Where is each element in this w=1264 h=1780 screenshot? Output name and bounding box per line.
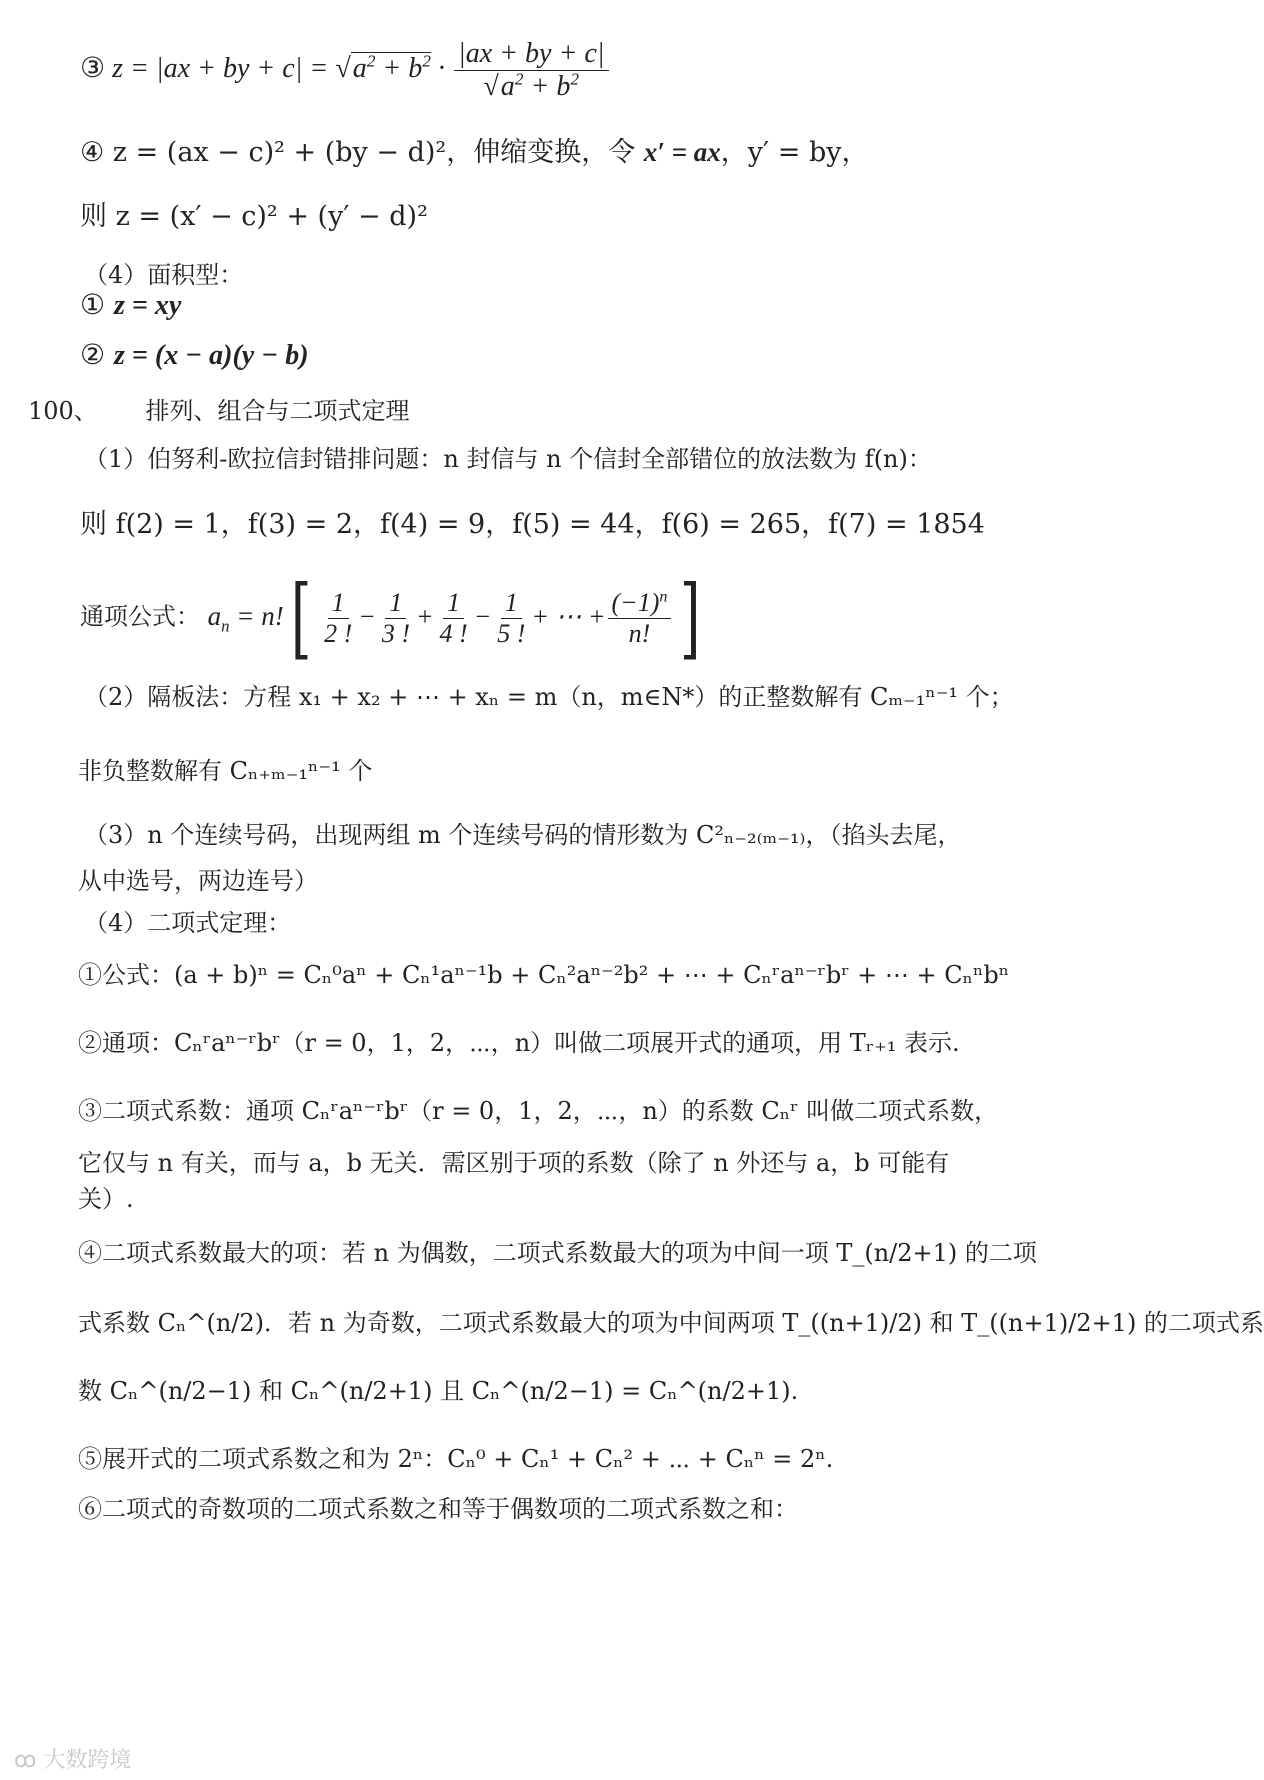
paragraph-consecutive: （3）n 个连续号码，出现两组 m 个连续号码的情形数为 C²ₙ₋₂₍ₘ₋₁₎，（掐头去尾， [84, 821, 962, 849]
watermark [14, 1743, 131, 1774]
section-number: 100、 [28, 397, 98, 425]
formula-line-then: 则 z = (x′ − c)² + (y′ − d)² [80, 201, 428, 232]
binomial-coefficient: ③二项式系数：通项 Cₙʳaⁿ⁻ʳbʳ（r = 0，1，2，⋯，n）的系数 Cₙʳ 叫做二项式系数， [78, 1097, 999, 1125]
circled-1: ① [80, 288, 106, 321]
paragraph-partition: （2）隔板法：方程 x₁ + x₂ + ⋯ + xₙ = m（n，m∈N*）的正整数解有 Cₘ₋₁ⁿ⁻¹ 个； [84, 683, 1014, 711]
formula-4-bold: x′ = ax [643, 137, 721, 167]
binomial-coefficient-3: 关）. [78, 1185, 134, 1213]
max-coefficient-3: 数 Cₙ^(n/2−1) 和 Cₙ^(n/2+1) 且 Cₙ^(n/2−1) = Cₙ^(n/2+1). [78, 1377, 799, 1405]
formula-4-text: ④ z = (ax − c)² + (by − d)²，伸缩变换，令 [80, 137, 644, 168]
area-type-heading: （4）面积型： [84, 261, 244, 289]
paragraph-bernoulli: （1）伯努利-欧拉信封错排问题：n 封信与 n 个信封全部错位的放法数为 f(n)： [84, 445, 932, 473]
section-100-heading [28, 398, 409, 424]
odd-even-sum: ⑥二项式的奇数项的二项式系数之和等于偶数项的二项式系数之和： [78, 1495, 798, 1523]
formula-4-tail: ，y′ = by， [720, 137, 869, 168]
area-formula-2-expr: z = (x − a)(y − b) [114, 340, 309, 371]
max-coefficient-2: 式系数 Cₙ^(n/2)．若 n 为奇数，二项式系数最大的项为中间两项 T_((n+1)/2) 和 T_((n+1)/2+1) 的二项式系 [78, 1309, 1264, 1337]
coefficient-sum: ⑤展开式的二项式系数之和为 2ⁿ：Cₙ⁰ + Cₙ¹ + Cₙ² + ⋯ + Cₙⁿ = 2ⁿ. [78, 1445, 834, 1473]
section-title: 排列、组合与二项式定理 [145, 397, 410, 425]
general-term-formula: 通项公式： $a_n = n$![ $\frac{1}{2 !}$ − $\frac{1}{3 !}$ + $\frac{1}{4 !}$ − $\frac{1}{5 !}$ + ⋯ + $\frac{(-1)^n}{n!}$ ] [80, 566, 701, 669]
binomial-formula: ①公式：(a + b)ⁿ = Cₙ⁰aⁿ + Cₙ¹aⁿ⁻¹b + Cₙ²aⁿ⁻²b² + ⋯ + Cₙʳaⁿ⁻ʳbʳ + ⋯ + Cₙⁿbⁿ [78, 961, 1010, 989]
binomial-general-term: ②通项：Cₙʳaⁿ⁻ʳbʳ（r = 0，1，2，⋯，n）叫做二项展开式的通项，用 Tᵣ₊₁ 表示. [78, 1029, 960, 1057]
area-formula-1-expr: z = xy [114, 290, 182, 321]
paragraph-values: 则 f(2) = 1，f(3) = 2，f(4) = 9，f(5) = 44，f(6) = 265，f(7) = 1854 [80, 509, 985, 540]
area-formula-1 [80, 290, 181, 322]
binomial-coefficient-2: 它仅与 n 有关，而与 a，b 无关．需区别于项的系数（除了 n 外还与 a，b 可能有 [78, 1149, 950, 1177]
area-formula-2 [80, 340, 309, 372]
paragraph-nonneg: 非负整数解有 Cₙ₊ₘ₋₁ⁿ⁻¹ 个 [78, 757, 373, 785]
binomial-heading: （4）二项式定理： [84, 909, 292, 937]
general-term-label: 通项公式： [80, 602, 200, 631]
paragraph-consecutive-cont: 从中选号，两边连号） [78, 867, 318, 895]
max-coefficient: ④二项式系数最大的项：若 n 为偶数，二项式系数最大的项为中间一项 T_(n/2+1) 的二项 [78, 1239, 1037, 1267]
watermark-text: 大数跨境 [43, 1748, 132, 1773]
formula-line-4 [80, 138, 869, 168]
watermark-logo-icon: ꝏ [14, 1748, 44, 1773]
formula-line-3: ③ z = |ax + by + $c| = √a^2 + b^2$ · $\frac{|ax + by + c|}{√a^2 + b^2}$ [80, 38, 611, 103]
circled-2: ② [80, 338, 106, 371]
